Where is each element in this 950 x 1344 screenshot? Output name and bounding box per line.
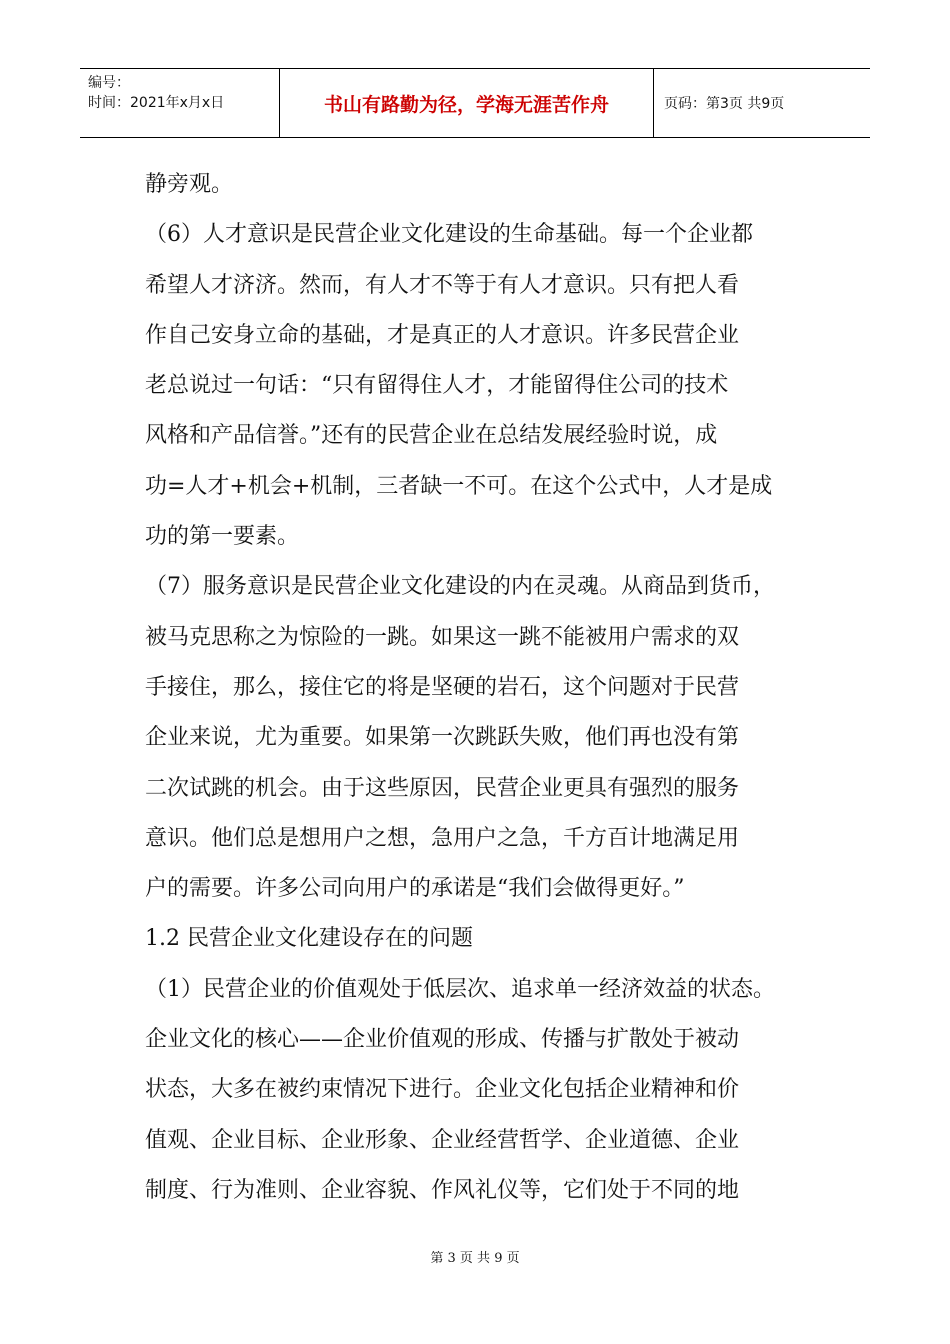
header-page-label: 页码：第3页 共9页 — [664, 96, 785, 112]
header-motto: 书山有路勤为径，学海无涯苦作舟 — [280, 69, 654, 137]
text-line: 功=人才+机会+机制，三者缺一不可。在这个公式中，人才是成 — [145, 473, 773, 499]
text-line: 静旁观。 — [145, 172, 234, 197]
header-date-label: 时间：2021年x月x日 — [88, 95, 225, 111]
text-line: 状态，大多在被约束情况下进行。企业文化包括企业精神和价 — [145, 1077, 740, 1103]
text-line: 被马克思称之为惊险的一跳。如果这一跳不能被用户需求的双 — [145, 624, 740, 650]
page-footer: 第 3 页 共 9 页 — [430, 1251, 520, 1266]
header-info-cell — [80, 69, 280, 137]
text-line: 功的第一要素。 — [145, 524, 300, 550]
text-line: 手接住，那么，接住它的将是坚硬的岩石，这个问题对于民营 — [145, 674, 740, 700]
body-text — [145, 160, 835, 1216]
section-heading: 1.2 民营企业文化建设存在的问题 — [145, 926, 473, 952]
text-line: 企业文化的核心——企业价值观的形成、传播与扩散处于被动 — [145, 1027, 740, 1053]
text-line: （7）服务意识是民营企业文化建设的内在灵魂。从商品到货币， — [145, 574, 775, 600]
text-line: 意识。他们总是想用户之想，急用户之急，千方百计地满足用 — [145, 825, 740, 851]
text-line: 值观、企业目标、企业形象、企业经营哲学、企业道德、企业 — [145, 1127, 740, 1153]
text-line: （6）人才意识是民营企业文化建设的生命基础。每一个企业都 — [145, 222, 753, 248]
text-line: 制度、行为准则、企业容貌、作风礼仪等，它们处于不同的地 — [145, 1177, 740, 1203]
text-line: 二次试跳的机会。由于这些原因，民营企业更具有强烈的服务 — [145, 775, 740, 801]
text-line: 风格和产品信誉。”还有的民营企业在总结发展经验时说，成 — [145, 423, 718, 449]
text-line: （1）民营企业的价值观处于低层次、追求单一经济效益的状态。 — [145, 976, 775, 1002]
text-line: 户的需要。许多公司向用户的承诺是“我们会做得更好。” — [145, 876, 685, 902]
text-line: 作自己安身立命的基础，才是真正的人才意识。许多民营企业 — [145, 322, 740, 348]
header-number-label: 编号： — [88, 75, 130, 91]
text-line: 老总说过一句话：“只有留得住人才，才能留得住公司的技术 — [145, 373, 729, 399]
page-header — [80, 68, 870, 138]
text-line: 企业来说，尤为重要。如果第一次跳跃失败，他们再也没有第 — [145, 725, 740, 751]
text-line: 希望人才济济。然而，有人才不等于有人才意识。只有把人看 — [145, 272, 740, 298]
